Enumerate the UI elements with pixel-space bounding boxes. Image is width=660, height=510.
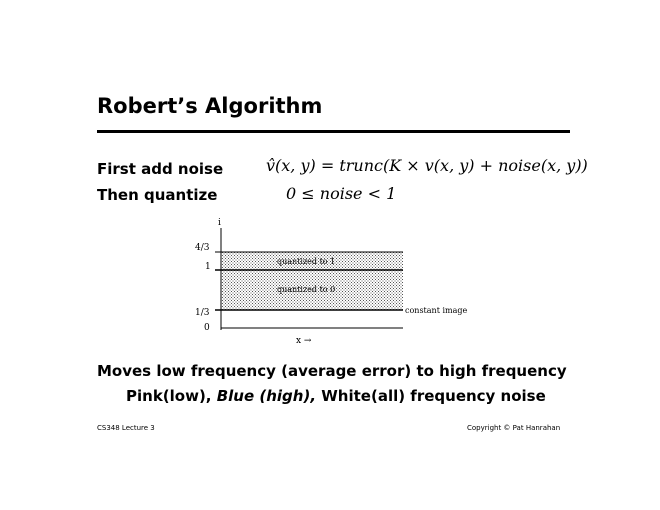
- region-quantized-to-0: quantized to 0: [277, 285, 336, 294]
- footer-course: CS348 Lecture 3: [97, 424, 155, 432]
- formula-rhs: trunc(K × v(x, y) + noise(x, y)): [339, 156, 588, 175]
- pink-noise-text: Pink(low),: [126, 387, 217, 405]
- region-quantized-to-1: quantized to 1: [277, 257, 336, 266]
- tick-one-third: 1/3: [195, 308, 210, 318]
- constant-image-label: constant image: [405, 306, 468, 315]
- formula-lhs: v̂(x, y): [266, 156, 316, 175]
- step-quantize-label: Then quantize: [97, 186, 218, 204]
- footer-copyright: Copyright © Pat Hanrahan: [467, 424, 561, 432]
- tick-one: 1: [205, 262, 211, 272]
- step-add-noise-label: First add noise: [97, 160, 224, 178]
- slide-title: Robert’s Algorithm: [97, 94, 323, 118]
- white-noise-text: White(all) frequency noise: [316, 387, 546, 405]
- tick-zero: 0: [204, 323, 210, 333]
- noise-types-line: [126, 387, 546, 405]
- blue-noise-text: Blue (high),: [216, 387, 317, 405]
- y-axis-label: i: [218, 218, 221, 228]
- noise-range-formula: 0 ≤ noise < 1: [286, 184, 397, 203]
- formula-equals: =: [315, 156, 340, 175]
- x-axis-label: x →: [296, 336, 312, 346]
- tick-four-thirds: 4/3: [195, 243, 210, 253]
- frequency-statement: Moves low frequency (average error) to high frequency: [97, 362, 567, 380]
